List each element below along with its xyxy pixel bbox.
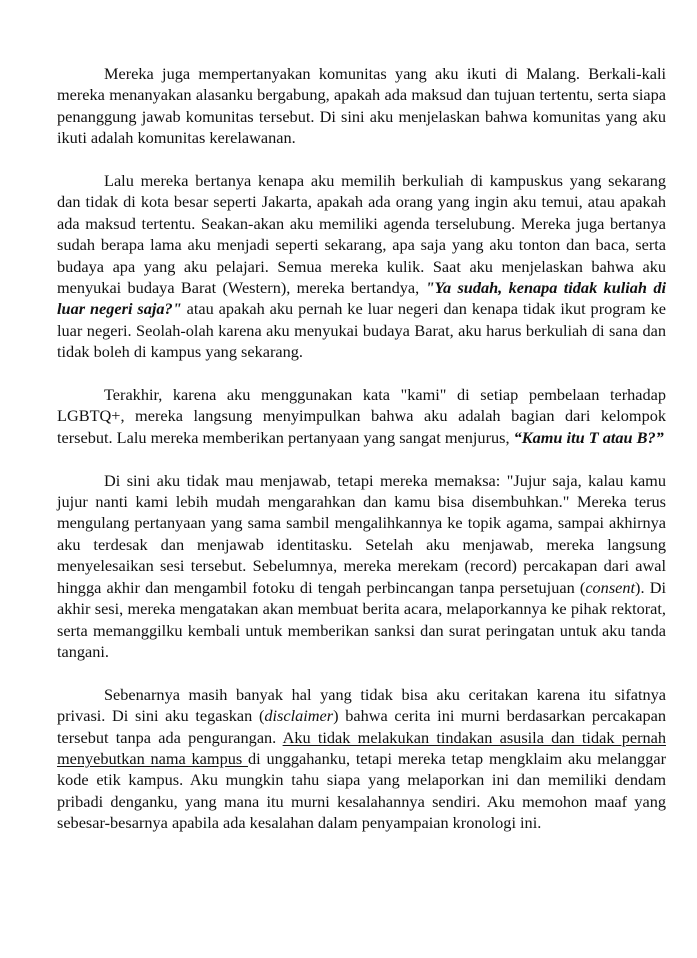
paragraph-5-underlined-statement: Aku tidak melakukan tindakan asusila dan tidak pernah menyebutkan nama kampus bbox=[57, 727, 666, 768]
paragraph-5 bbox=[57, 684, 666, 834]
paragraph-3-text-before: Terakhir, karena aku menggunakan kata "kami" di setiap pembelaan terhadap LGBTQ+, mereka langsung menyimpulkan bahwa aku adalah bagian dari kelompok tersebut. Lalu mereka memberikan pertanyaan yang sangat menjurus, bbox=[57, 385, 666, 447]
paragraph-5-text-before: Sebenarnya masih banyak hal yang tidak bisa aku ceritakan karena itu sifatnya privasi. Di sini aku tegaskan ( bbox=[57, 684, 666, 726]
paragraph-2-text-after: atau apakah aku pernah ke luar negeri dan kenapa tidak ikut program ke luar negeri. Seolah-olah karena aku menyukai budaya Barat, aku harus berkuliah di sana dan tidak boleh di kampus yang sekarang. bbox=[57, 299, 666, 362]
paragraph-2-text-before: Lalu mereka bertanya kenapa aku memilih berkuliah di kampuskus yang sekarang dan tidak di kota besar seperti Jakarta, apakah ada orang yang ingin aku temui, atau apakah ada maksud tertentu. Seakan-akan aku memiliki agenda terselubung. Mereka juga bertanya sudah berapa lama aku menjadi seperti sekarang, apa saja yang aku tonton dan baca, serta budaya apa yang aku pelajari. Semua mereka kulik. Saat aku menjelaskan bahwa aku menyukai budaya Barat (Western), mereka bertandya, bbox=[57, 171, 666, 298]
paragraph-4-term: consent bbox=[585, 577, 636, 597]
paragraph-5-term: disclaimer bbox=[264, 706, 334, 726]
paragraph-1 bbox=[57, 63, 666, 149]
paragraph-3 bbox=[57, 384, 666, 448]
paragraph-1-text: Mereka juga mempertanyakan komunitas yang aku ikuti di Malang. Berkali-kali mereka menanyakan alasanku bergabung, apakah ada maksud dan tujuan tertentu, serta siapa penanggung jawab komunitas tersebut. Di sini aku menjelaskan bahwa komunitas yang aku ikuti adalah komunitas kerelawanan. bbox=[57, 64, 666, 148]
paragraph-4-text-before: Di sini aku tidak mau menjawab, tetapi mereka memaksa: "Jujur saja, kalau kamu jujur nanti kami lebih mudah mengarahkan dan kamu bisa disembuhkan." Mereka terus mengulang pertanyaan yang sama sambil mengalihkannya ke topik agama, sampai akhirnya aku terdesak dan menjawab identitasku. Setelah aku menjawab, mereka langsung menyelesaikan sesi tersebut. Sebelumnya, mereka merekam (record) percakapan dari awal hingga akhir dan mengambil fotoku di tengah perbincangan tanpa persetujuan ( bbox=[57, 470, 666, 597]
paragraph-2-quote: "Ya sudah, kenapa tidak kuliah di luar negeri saja?" bbox=[57, 278, 666, 319]
paragraph-4 bbox=[57, 470, 666, 663]
paragraph-5-text-middle: ) bahwa cerita ini murni berdasarkan percakapan tersebut tanpa ada pengurangan. bbox=[57, 706, 666, 747]
paragraph-4-text-after: ). Di akhir sesi, mereka mengatakan akan membuat berita acara, melaporkannya ke pihak rektorat, serta memanggilku kembali untuk memberikan sanksi dan surat peringatan untuk aku tanda tangani. bbox=[57, 577, 666, 661]
paragraph-2 bbox=[57, 170, 666, 363]
document-body bbox=[57, 63, 666, 834]
paragraph-5-text-after: di unggahanku, tetapi mereka tetap mengklaim aku melanggar kode etik kampus. Aku mungkin tahu siapa yang melaporkan ini dan memiliki dendam pribadi denganku, yang mana itu murni kesalahannya sendiri. Aku memohon maaf yang sebesar-besarnya apabila ada kesalahan dalam penyampaian kronologi ini. bbox=[57, 748, 666, 833]
paragraph-3-quote: “Kamu itu T atau B?” bbox=[513, 427, 664, 447]
